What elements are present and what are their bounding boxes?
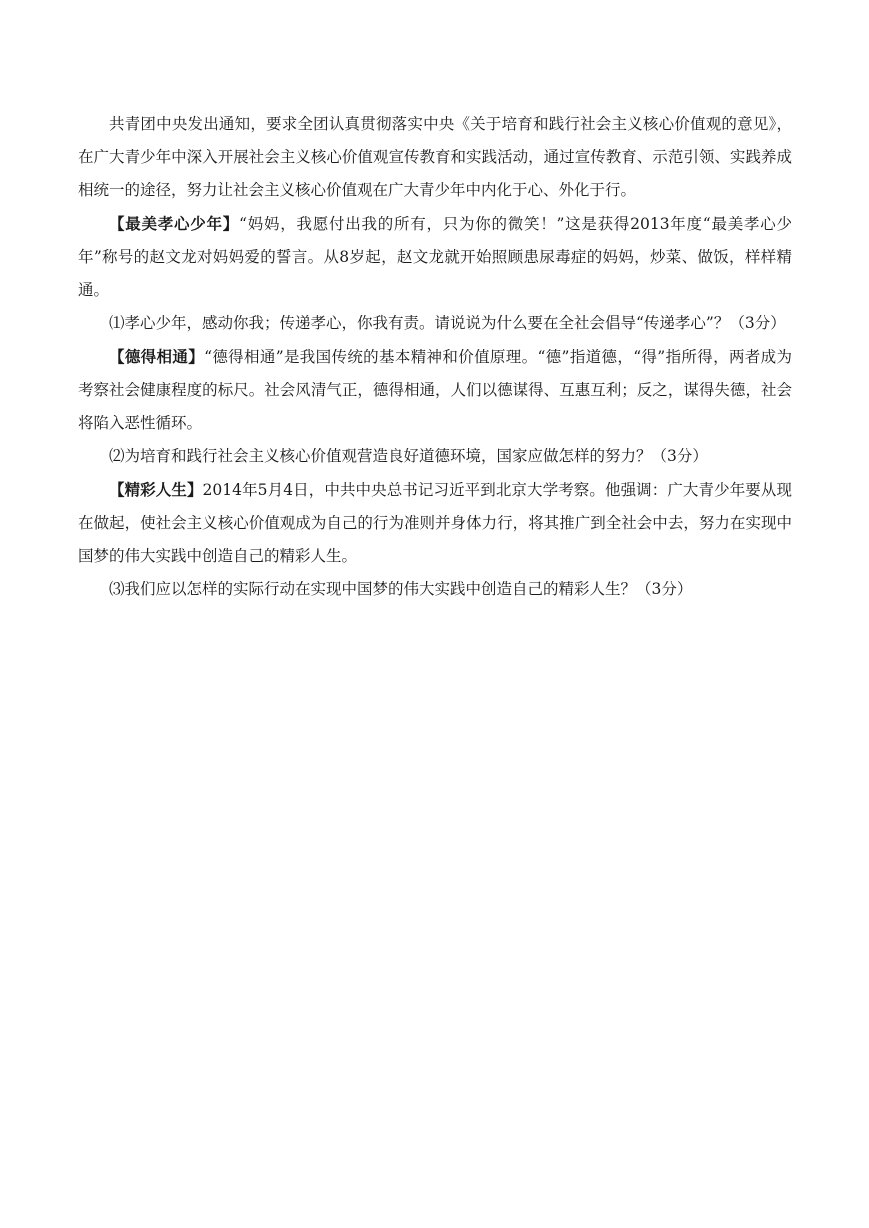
question-1-text: ⑴孝心少年，感动你我；传递孝心，你我有责。请说说为什么要在全社会倡导“传递孝心”？（3分） [109,314,786,332]
question-2-paragraph [78,440,792,473]
material-label-wonderful-life: 【精彩人生】 [109,480,203,499]
material-paragraph-wonderful-life [78,473,792,573]
question-2-text: ⑵为培育和践行社会主义核心价值观营造良好道德环境，国家应做怎样的努力？（3分） [109,447,708,465]
material-paragraph-virtue-gain [78,340,792,440]
material-text-wonderful-life: 2014年5月4日，中共中央总书记习近平到北京大学考察。他强调：广大青少年要从现在做起，使社会主义核心价值观成为自己的行为准则并身体力行，将其推广到全社会中去，努力在实现中国梦的伟大实践中创造自己的精彩人生。 [78,481,792,565]
question-3-paragraph [78,573,792,606]
material-label-virtue-gain: 【德得相通】 [109,347,205,366]
document-body [78,108,792,606]
question-1-paragraph [78,307,792,340]
material-text-filial-youth: “妈妈，我愿付出我的所有，只为你的微笑！”这是获得2013年度“最美孝心少年”称号的赵文龙对妈妈爱的誓言。从8岁起，赵文龙就开始照顾患尿毒症的妈妈，炒菜、做饭，样样精通。 [78,215,792,299]
question-3-text: ⑶我们应以怎样的实际行动在实现中国梦的伟大实践中创造自己的精彩人生？（3分） [109,580,693,598]
intro-paragraph [78,108,792,207]
material-paragraph-filial-youth [78,207,792,307]
material-text-virtue-gain: “德得相通”是我国传统的基本精神和价值原理。“德”指道德，“得”指所得，两者成为考察社会健康程度的标尺。社会风清气正，德得相通，人们以德谋得、互惠互利；反之，谋得失德，社会将陷入恶性循环。 [78,348,792,432]
material-label-filial-youth: 【最美孝心少年】 [109,214,240,233]
intro-text: 共青团中央发出通知，要求全团认真贯彻落实中央《关于培育和践行社会主义核心价值观的意见》，在广大青少年中深入开展社会主义核心价值观宣传教育和实践活动，通过宣传教育、示范引领、实践养成相统一的途径，努力让社会主义核心价值观在广大青少年中内化于心、外化于行。 [78,115,792,199]
